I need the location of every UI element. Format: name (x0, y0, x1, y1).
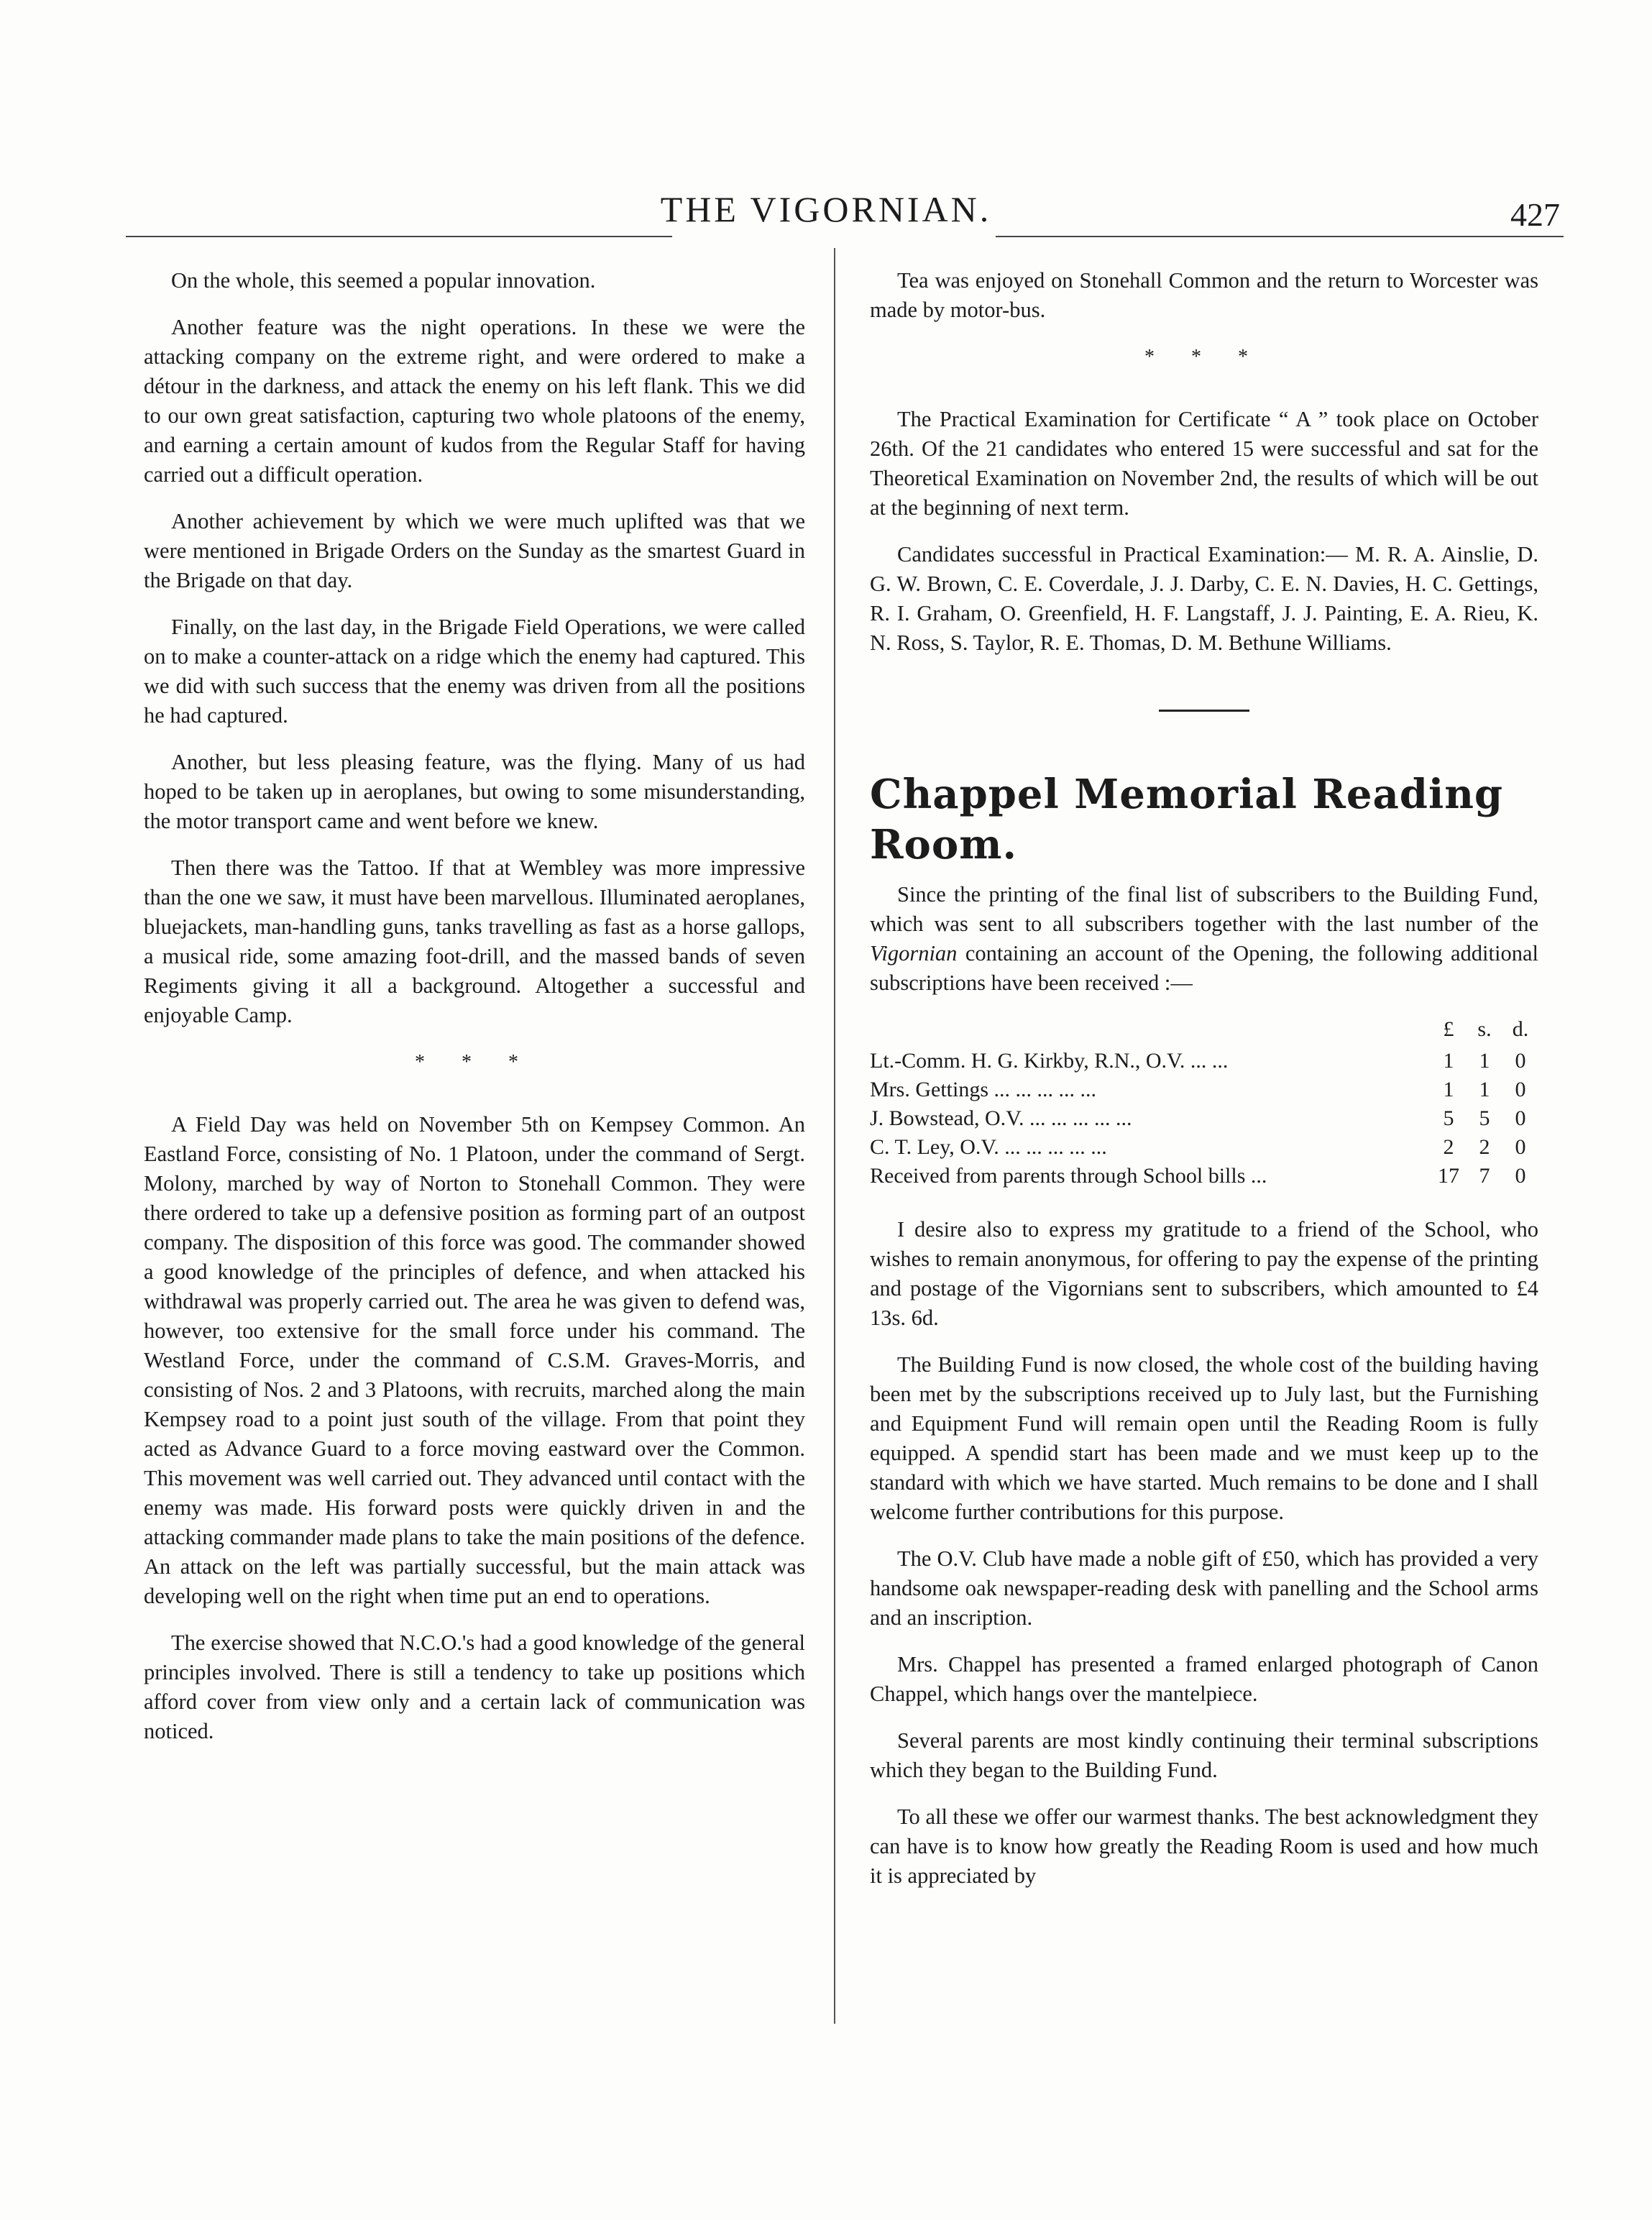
amount-pounds: 17 (1438, 1164, 1459, 1188)
subscriber-name: Received from parents through School bills ... (870, 1164, 1267, 1188)
amount-shillings: 2 (1479, 1135, 1490, 1159)
section-title: Chappel Memorial Reading Room. (870, 771, 1504, 868)
paragraph: The O.V. Club have made a noble gift of £50, which has provided a very handsome oak newspaper-reading desk with panelling and the School arms and an inscription. (870, 1546, 1538, 1630)
column-divider (834, 248, 835, 2024)
running-title: THE VIGORNIAN. (660, 189, 992, 229)
amount-pence: 0 (1515, 1078, 1526, 1101)
table-row (870, 1104, 1538, 1133)
paragraph: Candidates successful in Practical Examination:— M. R. A. Ainslie, D. G. W. Brown, C. E. Coverdale, J. J. Darby, C. E. N. Davies, H. C. Gettings, R. I. Graham, O. Greenfield, H. F. Langstaff, J. J. Painting, E. A. Rieu, K. N. Ross, S. Taylor, R. E. Thomas, D. M. Bethune Williams. (870, 542, 1538, 655)
amount-shillings: 5 (1479, 1106, 1490, 1130)
text-run: Since the printing of the final list of subscribers to the Building Fund, which was sent to all subscribers together with the last number of the (870, 882, 1538, 936)
header-pounds: £ (1443, 1017, 1454, 1041)
section-rule (1159, 710, 1249, 712)
text-run: containing an account of the Opening, the following additional subscriptions have been received :— (870, 941, 1538, 995)
table-row (870, 1047, 1538, 1075)
subscriber-name: Lt.-Comm. H. G. Kirkby, R.N., O.V. ... ... (870, 1049, 1229, 1073)
page-number: 427 (1510, 196, 1560, 233)
subscriber-name: Mrs. Gettings ... ... ... ... ... (870, 1078, 1096, 1101)
table-row (870, 1075, 1538, 1104)
amount-pounds: 1 (1443, 1049, 1454, 1073)
amount-pounds: 2 (1443, 1135, 1454, 1159)
paragraph: Then there was the Tattoo. If that at Wembley was more impressive than the one we saw, it must have been marvellous. Illuminated aeroplanes, bluejackets, man-handling guns, tanks travelling as fast as a horse gallops, a musical ride, some amazing foot-drill, and the massed bands of seven Regiments giving it all a background. Altogether a successful and enjoyable Camp. (144, 856, 805, 1027)
paragraph: Mrs. Chappel has presented a framed enlarged photograph of Canon Chappel, which hangs over the mantelpiece. (870, 1652, 1538, 1706)
paragraph: The Building Fund is now closed, the whole cost of the building having been met by the subscriptions received up to July last, but the Furnishing and Equipment Fund will remain open until the Reading Room is fully equipped. A spendid start has been made and we must keep up to the standard with which we have started. Much remains to be done and I shall welcome further contributions for this purpose. (870, 1352, 1538, 1524)
paragraph: I desire also to express my gratitude to a friend of the School, who wishes to remain anonymous, for offering to pay the expense of the printing and postage of the Vigornians sent to subscribers, which amounted to £4 13s. 6d. (870, 1217, 1538, 1330)
paragraph: To all these we offer our warmest thanks. The best acknowledgment they can have is to know how greatly the Reading Room is used and how much it is appreciated by (870, 1804, 1538, 1888)
paragraph: On the whole, this seemed a popular innovation. (171, 268, 596, 293)
amount-shillings: 1 (1479, 1078, 1490, 1101)
amount-shillings: 7 (1479, 1164, 1490, 1188)
header-pence: d. (1512, 1017, 1529, 1041)
header-shillings: s. (1477, 1017, 1492, 1041)
section-separator-stars: * * * (1144, 346, 1264, 368)
header-rule-right (996, 236, 1564, 237)
table-row (870, 1133, 1538, 1162)
table-header-spacer (870, 1015, 1431, 1047)
paragraph: The exercise showed that N.C.O.'s had a good knowledge of the general principles involved. There is still a tendency to take up positions which afford cover from view only and a certain lack of communication was noticed. (144, 1630, 805, 1743)
paragraph: Another, but less pleasing feature, was the flying. Many of us had hoped to be taken up in aeroplanes, but owing to some misunderstanding, the motor transport came and went before we knew. (144, 750, 805, 833)
paragraph: Several parents are most kindly continuing their terminal subscriptions which they began to the Building Fund. (870, 1728, 1538, 1782)
table-row (870, 1162, 1538, 1191)
amount-pence: 0 (1515, 1164, 1526, 1188)
amount-pounds: 1 (1443, 1078, 1454, 1101)
paragraph: Tea was enjoyed on Stonehall Common and the return to Worcester was made by motor-bus. (870, 268, 1538, 322)
paragraph: A Field Day was held on November 5th on Kempsey Common. An Eastland Force, consisting of No. 1 Platoon, under the command of Sergt. Molony, marched by way of Norton to Stonehall Common. They were there ordered to take up a defensive position as forming part of an outpost company. The disposition of this force was good. The commander showed a good knowledge of the principles of defence, and when attacked his withdrawal was properly carried out. The area he was given to defend was, however, too extensive for the small force under his command. The Westland Force, under the command of C.S.M. Graves-Morris, and consisting of Nos. 2 and 3 Platoons, with recruits, marched along the main Kempsey road to a point just south of the village. From that point they acted as Advance Guard to a force moving eastward over the Common. This movement was well carried out. They advanced until contact with the enemy was made. His forward posts were quickly driven in and the attacking commander made plans to take the main positions of the defence. An attack on the left was partially successful, but the main attack was developing well on the right when time put an end to operations. (144, 1112, 805, 1608)
paragraph (870, 880, 1538, 998)
paragraph: Another achievement by which we were much uplifted was that we were mentioned in Brigade Orders on the Sunday as the smartest Guard in the Brigade on that day. (144, 509, 805, 592)
header-rule-left (126, 236, 672, 237)
amount-shillings: 1 (1479, 1049, 1490, 1073)
subscriber-name: J. Bowstead, O.V. ... ... ... ... ... (870, 1106, 1132, 1130)
publication-title: Vigornian (870, 941, 958, 965)
amount-pounds: 5 (1443, 1106, 1454, 1130)
paragraph: The Practical Examination for Certificate “ A ” took place on October 26th. Of the 21 candidates who entered 15 were successful and sat for the Theoretical Examination on November 2nd, the results of which will be out at the beginning of next term. (870, 407, 1538, 520)
subscriber-name: C. T. Ley, O.V. ... ... ... ... ... (870, 1135, 1107, 1159)
amount-pence: 0 (1515, 1106, 1526, 1130)
amount-pence: 0 (1515, 1049, 1526, 1073)
paragraph: Another feature was the night operations. In these we were the attacking company on the extreme right, and were ordered to make a détour in the darkness, and attack the enemy on his left flank. This we did to our own great satisfaction, capturing two whole platoons of the enemy, and earning a certain amount of kudos from the Regular Staff for having carried out a difficult operation. (144, 315, 805, 487)
amount-pence: 0 (1515, 1135, 1526, 1159)
subscriptions-table (870, 1015, 1538, 1191)
paragraph: Finally, on the last day, in the Brigade Field Operations, we were called on to make a counter-attack on a ridge which the enemy had captured. This we did with such success that the enemy was driven from all the positions he had captured. (144, 615, 805, 728)
table-header-row (870, 1015, 1538, 1047)
left-column (144, 266, 805, 1763)
section-separator-stars: * * * (415, 1051, 534, 1073)
right-column (870, 266, 1538, 1908)
